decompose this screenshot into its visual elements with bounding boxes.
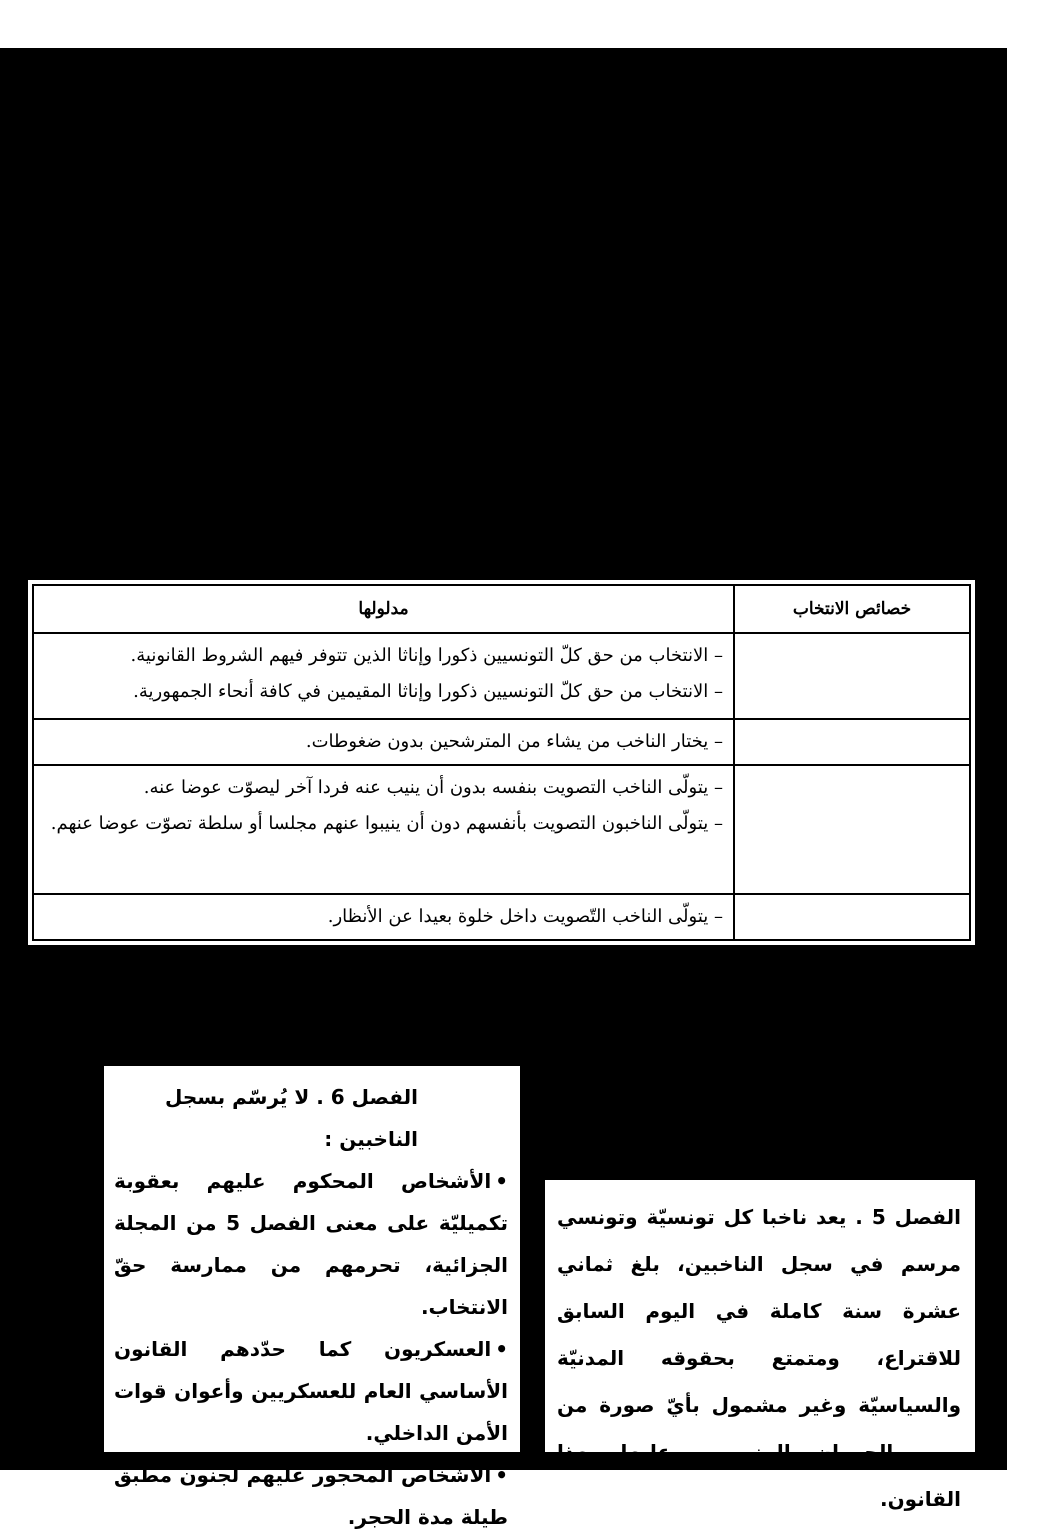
meaning-line: – الانتخاب من حق كلّ التونسيين ذكورا وإناثا المقيمين في كافة أنحاء الجمهورية. (133, 681, 723, 703)
header-meaning: مدلولها (33, 585, 734, 633)
article-6-box (102, 1064, 522, 1529)
meaning-line: – يتولّى الناخب التّصويت داخل خلوة بعيدا عن الأنظار. (327, 905, 723, 927)
election-properties-table (32, 584, 971, 941)
article-5-text: الفصل 5 . يعد ناخبا كل تونسيّة وتونسي مرسم في سجل الناخبين، بلغ ثماني عشرة سنة كاملة في اليوم السابق للاقتراع، ومتمتع بحقوقه المدنيّة والسياسيّة وغير مشمول بأيّ صورة من صور الحرمان المنصوص عليها بهذا القانون. (557, 1205, 961, 1511)
article-6-title: الفصل 6 . لا يُرسّم بسجل الناخبين : (165, 1085, 418, 1151)
property-cell (734, 765, 970, 893)
bullet-icon: • (495, 1463, 508, 1487)
list-item-text: الأشخاص المحكوم عليهم بعقوبة تكميليّة على معنى الفصل 5 من المجلة الجزائية، تحرمهم من ممارسة حقّ الانتخاب. (114, 1169, 508, 1319)
table-row (33, 719, 970, 765)
election-properties-table-container (28, 580, 975, 945)
list-item-text: الأشخاص المحجور عليهم لجنون مطبق طيلة مدة الحجر. (114, 1463, 508, 1529)
header-property: خصائص الانتخاب (734, 585, 970, 633)
list-item-text: العسكريون كما حدّدهم القانون الأساسي العام للعسكريين وأعوان قوات الأمن الداخلي. (114, 1337, 508, 1445)
meaning-line: – يتولّى الناخب التصويت بنفسه بدون أن ينيب عنه فردا آخر ليصوّت عوضا عنه. (143, 777, 723, 799)
property-cell (734, 894, 970, 940)
meaning-cell (33, 894, 734, 940)
table-row (33, 894, 970, 940)
bullet-icon: • (495, 1169, 508, 1193)
meaning-line: – الانتخاب من حق كلّ التونسيين ذكورا وإناثا الذين تتوفر فيهم الشروط القانونية. (130, 645, 723, 667)
property-cell (734, 719, 970, 765)
article-5-box (543, 1178, 977, 1511)
table-row (33, 765, 970, 893)
table-header-row (33, 585, 970, 633)
list-item (114, 1328, 508, 1454)
table-row (33, 633, 970, 719)
meaning-line: – يختار الناخب من يشاء من المترشحين بدون ضغوطات. (305, 731, 723, 753)
meaning-cell (33, 633, 734, 719)
property-cell (734, 633, 970, 719)
bullet-icon: • (495, 1337, 508, 1361)
meaning-cell (33, 765, 734, 893)
list-item (114, 1454, 508, 1538)
meaning-cell (33, 719, 734, 765)
meaning-line: – يتولّى الناخبون التصويت بأنفسهم دون أن ينيبوا عنهم مجلسا أو سلطة تصوّت عوضا عنهم. (50, 813, 723, 835)
list-item (114, 1160, 508, 1328)
